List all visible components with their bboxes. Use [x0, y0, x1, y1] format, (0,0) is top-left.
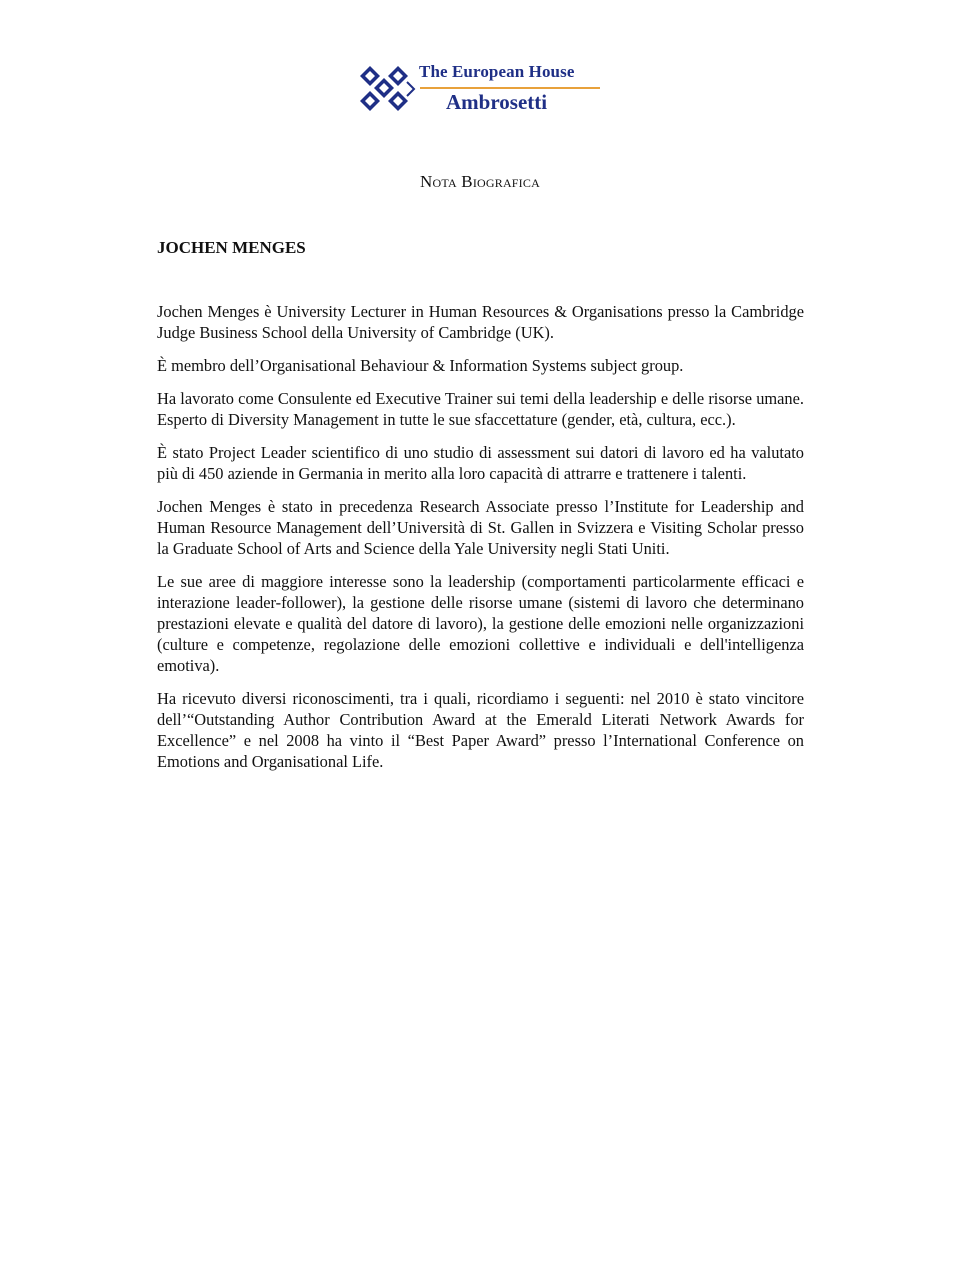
biography-body [157, 301, 804, 784]
bio-paragraph: Ha lavorato come Consulente ed Executive Trainer sui temi della leadership e delle risorse umane. Esperto di Diversity Management in tutte le sue sfaccettature (gender, età, cultura, ecc.). [157, 389, 804, 429]
logo-text-line2: Ambrosetti [446, 90, 548, 114]
bio-paragraph: Jochen Menges è stato in precedenza Research Associate presso l’Institute for Leadership and Human Resource Management dell’Università di St. Gallen in Svizzera e Visiting Scholar presso la Graduate School of Arts and Science della Yale University negli Stati Uniti. [157, 497, 804, 558]
logo-text-line1: The European House [419, 62, 575, 81]
bio-paragraph: È membro dell’Organisational Behaviour & Information Systems subject group. [157, 356, 684, 375]
logo-divider [420, 87, 600, 89]
bio-paragraph: È stato Project Leader scientifico di uno studio di assessment sui datori di lavoro ed ha valutato più di 450 aziende in Germania in merito alla loro capacità di attrarre e trattenere i talenti. [157, 443, 804, 483]
bio-paragraph: Jochen Menges è University Lecturer in Human Resources & Organisations presso la Cambridge Judge Business School della University of Cambridge (UK). [157, 302, 804, 342]
bio-paragraph: Ha ricevuto diversi riconoscimenti, tra i quali, ricordiamo i seguenti: nel 2010 è stato vincitore dell’“Outstanding Author Contribution Award at the Emerald Literati Network Awards for Excellence” e nel 2008 ha vinto il “Best Paper Award” presso l’International Conference on Emotions and Organisational Life. [157, 689, 804, 771]
bio-paragraph: Le sue aree di maggiore interesse sono la leadership (comportamenti particolarmente efficaci e interazione leader-follower), la gestione delle risorse umane (sistemi di lavoro che determinano prestazioni elevate e qualità del datore di lavoro), la gestione delle emozioni nelle organizzazioni (culture e competenze, regolazione delle emozioni collettive e individuali e dell'intelligenza emotiva). [157, 572, 804, 675]
document-title: Nota Biografica [420, 172, 540, 191]
ambrosetti-logo-mark-icon [360, 64, 416, 114]
person-name-heading: JOCHEN MENGES [157, 238, 306, 257]
company-logo [360, 60, 605, 116]
